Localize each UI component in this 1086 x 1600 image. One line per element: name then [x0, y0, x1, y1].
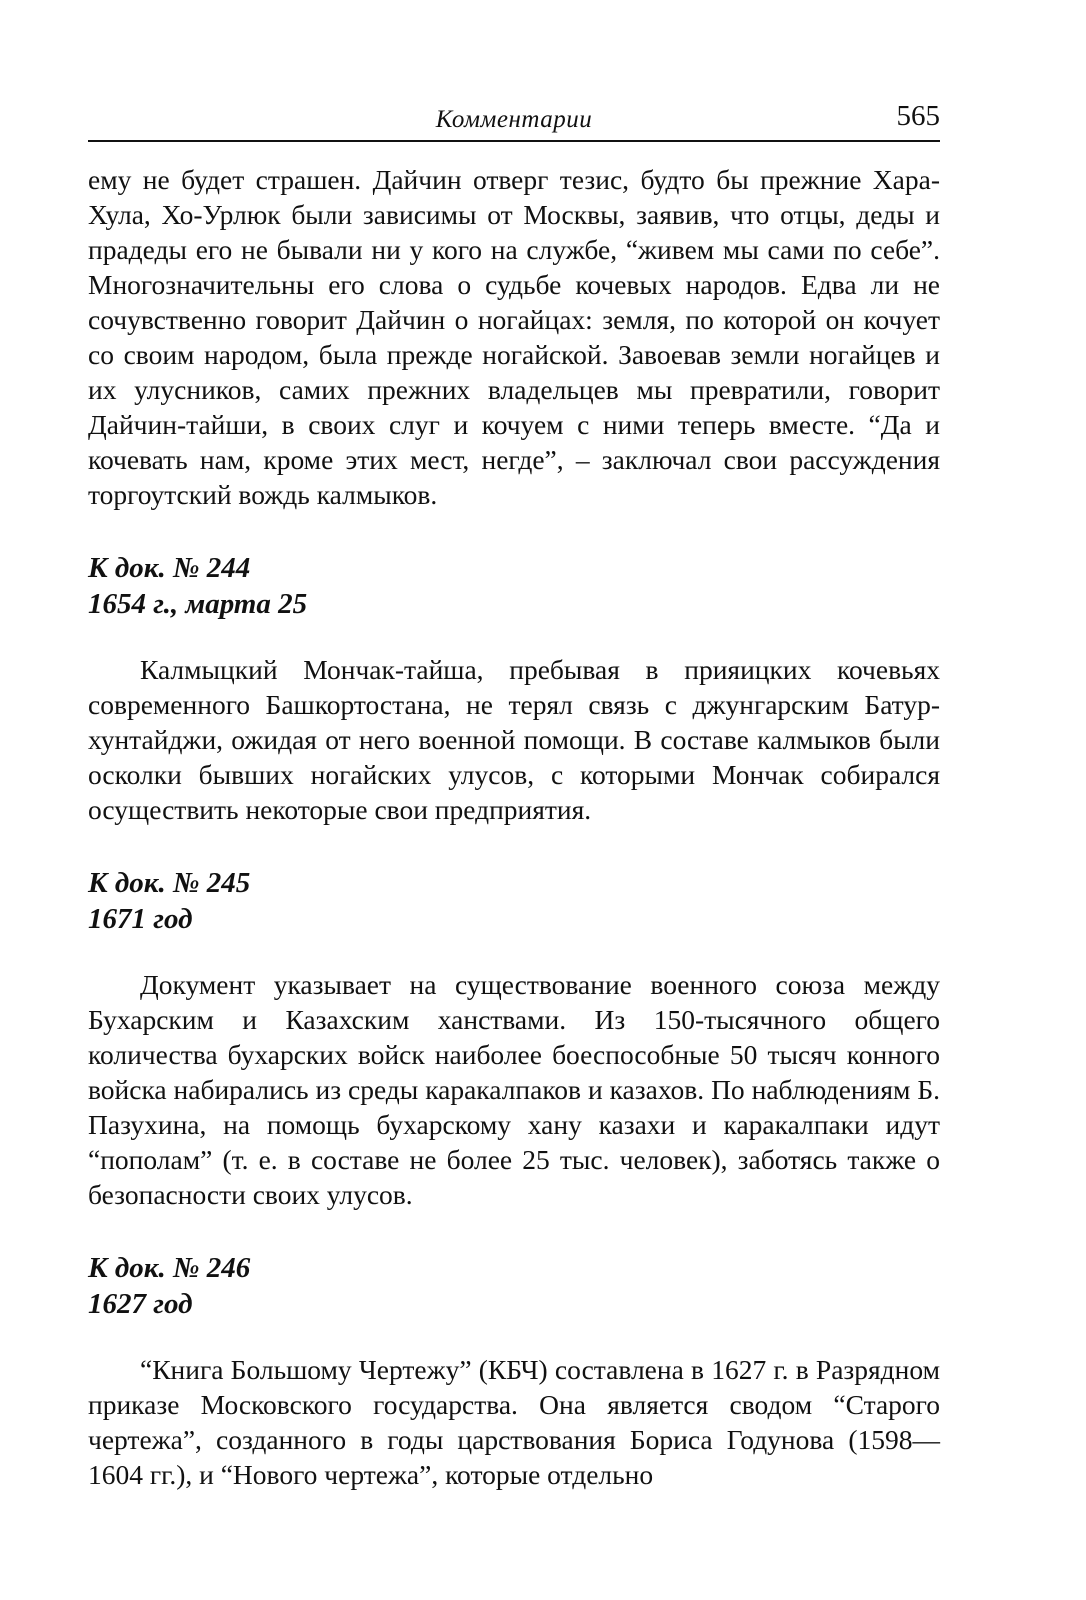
section-paragraph-244: Калмыцкий Мончак-тайша, пребывая в прияицких кочевьях современного Башкортостана, не терял связь с джунгарским Батур-хунтайджи, ожидая от него военной помощи. В составе калмыков были осколки бывших ногайских улусов, с которыми Мончак собирался осуществить некоторые свои предприятия.	[88, 654, 940, 825]
section-date: 1627 год	[88, 1288, 193, 1320]
section-doc-number: К док. № 244	[88, 552, 251, 584]
running-title: Комментарии	[435, 106, 593, 133]
section-doc-number: К док. № 245	[88, 867, 251, 899]
section-date: 1671 год	[88, 903, 193, 935]
running-header	[88, 96, 940, 142]
page-number: 565	[896, 100, 940, 132]
intro-paragraph: ему не будет страшен. Дайчин отверг тезис, будто бы прежние Хара-Хула, Хо-Урлюк были зависимы от Москвы, заявив, что отцы, деды и прадеды его не бывали ни у кого на службе, “живем мы сами по себе”. Многозначительны его слова о судьбе кочевых народов. Едва ли не сочувственно говорит Дайчин о ногайцах: земля, по которой он кочует со своим народом, была прежде ногайской. Завоевав земли ногайцев и их улусников, самих прежних владельцев мы превратили, говорит Дайчин-тайши, в своих слуг и кочуем с ними теперь вместе. “Да и кочевать нам, кроме этих мест, негде”, – заключал свои рассуждения торгоутский вождь калмыков.	[88, 164, 940, 510]
section-heading-244	[88, 550, 940, 622]
section-heading-246	[88, 1250, 940, 1322]
section-paragraph-246: “Книга Большому Чертежу” (КБЧ) составлена в 1627 г. в Разрядном приказе Московского государства. Она является сводом “Старого чертежа”, созданного в годы царствования Бориса Годунова (1598—1604 гг.), и “Нового чертежа”, которые отдельно	[88, 1354, 940, 1490]
section-doc-number: К док. № 246	[88, 1252, 251, 1284]
book-page	[88, 96, 940, 1492]
section-heading-245	[88, 865, 940, 937]
section-paragraph-245: Документ указывает на существование военного союза между Бухарским и Казахским ханствами. Из 150-тысячного общего количества бухарских войск наиболее боеспособные 50 тысяч конного войска набирались из среды каракалпаков и казахов. По наблюдениям Б. Пазухина, на помощь бухарскому хану казахи и каракалпаки идут “пополам” (т. е. в составе не более 25 тыс. человек), заботясь также о безопасности своих улусов.	[88, 969, 940, 1210]
section-date: 1654 г., марта 25	[88, 588, 308, 620]
